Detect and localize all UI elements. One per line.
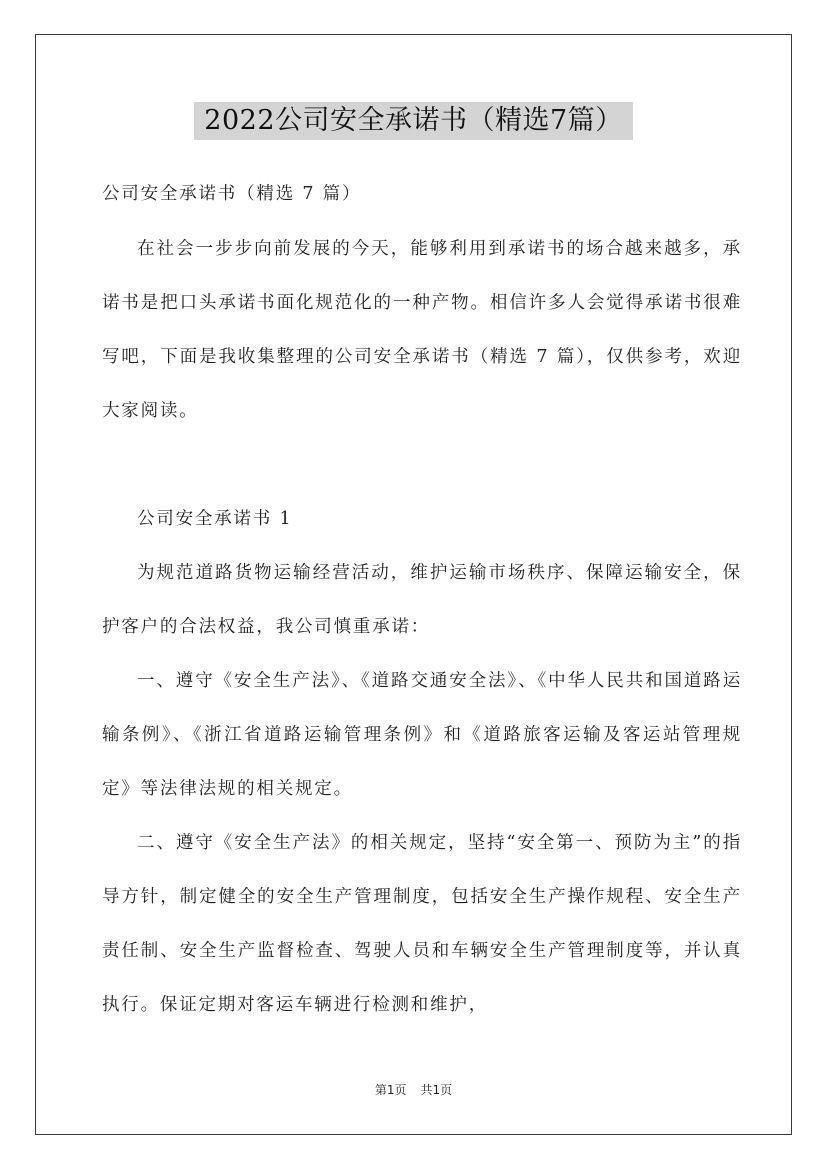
paragraph-3: 二、遵守《安全生产法》的相关规定，坚持“安全第一、预防为主”的指导方针，制定健全的安全生产管理制度，包括安全生产操作规程、安全生产责任制、安全生产监督检查、驾驶人员和车辆安全生产管理制度等，并认真执行。保证定期对客运车辆进行检测和维护， [102, 833, 742, 1015]
page-footer [0, 1082, 827, 1098]
document-subtitle: 公司安全承诺书（精选 7 篇） [102, 184, 362, 204]
title-container [0, 102, 827, 140]
paragraph-2: 一、遵守《安全生产法》、《道路交通安全法》、《中华人民共和国道路运输条例》、《浙江省道路运输管理条例》和《道路旅客运输及客运站管理规定》等法律法规的相关规定。 [102, 671, 742, 799]
section-heading-1: 公司安全承诺书 1 [137, 509, 293, 529]
paragraph-1: 为规范道路货物运输经营活动，维护运输市场秩序、保障运输安全，保护客户的合法权益，我公司慎重承诺： [102, 563, 742, 637]
page-number-current: 第1页 [374, 1083, 407, 1097]
intro-paragraph: 在社会一步步向前发展的今天，能够利用到承诺书的场合越来越多，承诺书是把口头承诺书面化规范化的一种产物。相信许多人会觉得承诺书很难写吧，下面是我收集整理的公司安全承诺书（精选 7 篇），仅供参考，欢迎大家阅读。 [102, 239, 742, 421]
page-number-total: 共1页 [420, 1083, 453, 1097]
document-title: 2022公司安全承诺书（精选7篇） [194, 102, 632, 140]
